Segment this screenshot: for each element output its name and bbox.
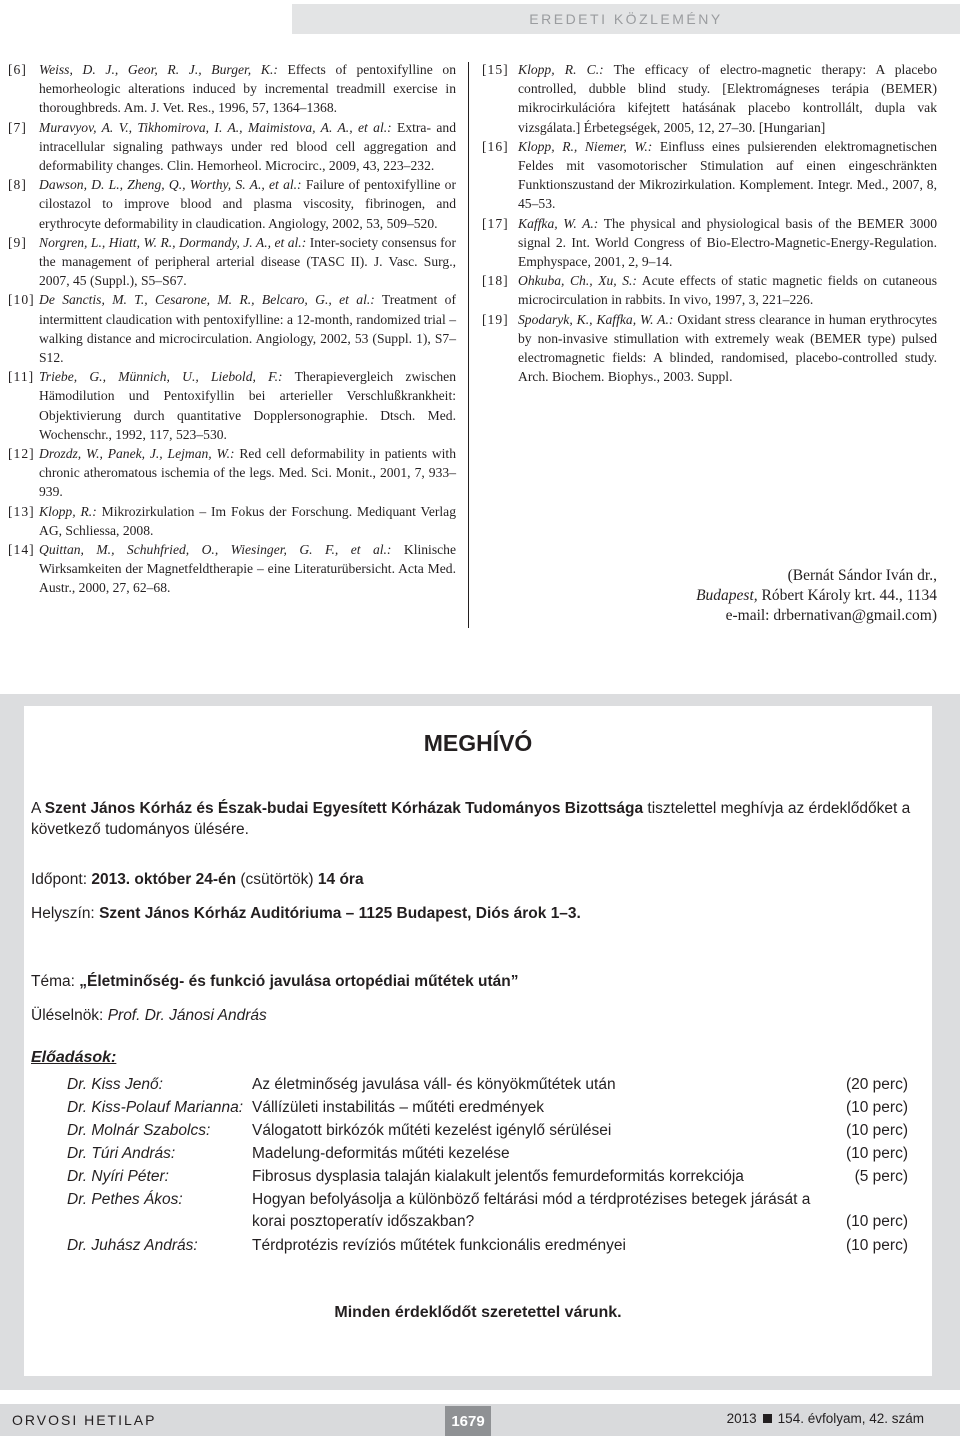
address-email: e-mail: drbernativan@gmail.com) [725, 607, 937, 624]
reference-item [8, 502, 456, 540]
talk-duration: (5 perc) [854, 1168, 908, 1185]
intro-suffix: tisztelettel meghívja az érdeklődőket a következő tudományos ülésére. [31, 800, 911, 838]
reference-authors: Kaffka, W. A.: [518, 215, 599, 231]
reference-authors: Muravyov, A. V., Tikhomirova, I. A., Maimistova, A. A., et al.: [39, 119, 392, 135]
talk-duration: (10 perc) [845, 1122, 908, 1139]
theme-label: Téma: [31, 973, 80, 990]
reference-text: Effects of pentoxifylline on hemorheologic alterations induced by incremental treadmill exercise in thoroughbreds. Am. J. Vet. Res., 1996, 57, 1364–1368. [39, 62, 456, 116]
reference-text: Einfluss eines pulsierenden elektromagnetischen Feldes mit vasomotorischer Stimulation auf einen eingeschränkten Funktionszustand der Mikrozirkulation. Komplement. Integr. Med., 2007, 8, 45–53. [518, 138, 937, 212]
reference-number: [8] [8, 177, 27, 193]
address-street-line [696, 586, 937, 606]
reference-authors: Klopp, R., Niemer, W.: [518, 138, 653, 154]
talk-duration: (20 perc) [845, 1076, 908, 1093]
reference-text: Acute effects of static magnetic fields on cutaneous microcirculation in rabbits. In vivo, 1997, 3, 221–226. [518, 273, 938, 308]
reference-number: [14] [8, 542, 35, 558]
reference-authors: Dawson, D. L., Zheng, Q., Worthy, S. A., et al.: [39, 177, 302, 193]
reference-authors: Klopp, R.: [39, 503, 97, 519]
event-theme [31, 973, 519, 991]
reference-authors: Norgren, L., Hiatt, W. R., Dormandy, J. A., et al.: [39, 234, 307, 250]
talk-title: Fibrosus dysplasia talaján kialakult jelentős femurdeformitás korrekciója [252, 1168, 744, 1185]
reference-text: Mikrozirkulation – Im Fokus der Forschung. Mediquant Verlag AG, Schliessa, 2008. [39, 503, 456, 538]
talk-row [24, 1166, 932, 1188]
reference-text: Treatment of intermittent claudication with pentoxifylline: a 12-month, randomized trial – walking distance and microcirculation. Angiology, 2002, 53 (Suppl. 1), S7–S12. [39, 292, 456, 366]
address-street: Róbert Károly krt. 44., 1134 [757, 587, 937, 604]
reference-text: Inter-society consensus for the management of peripheral arterial disease (TASC II). J. Vasc. Surg., 2007, 45 (Suppl.), S5–S67. [39, 234, 456, 289]
invitation-title: MEGHÍVÓ [423, 730, 533, 756]
talk-title: Az életminőség javulása váll- és könyökműtétek után [252, 1076, 616, 1093]
reference-authors: Quittan, M., Schuhfried, O., Wiesinger, G. F., et al.: [39, 542, 392, 558]
talks-heading: Előadások: [31, 1049, 117, 1066]
reference-authors: Ohkuba, Ch., Xu, S.: [518, 273, 637, 289]
reference-item [8, 367, 456, 444]
date-year: 2013. [91, 871, 131, 888]
issue-volume: 154. évfolyam, 42. szám [777, 1411, 924, 1426]
address-city: Budapest, [696, 587, 758, 604]
talk-title: Térdprotézis revíziós műtétek funkcionális eredményei [252, 1237, 626, 1254]
address-name: (Bernát Sándor Iván dr., [787, 567, 937, 584]
page-number: 1679 [445, 1406, 491, 1436]
chair-value: Prof. Dr. Jánosi András [107, 1007, 267, 1024]
date-month: október 24-én [130, 871, 237, 888]
talk-duration: (10 perc) [845, 1145, 908, 1162]
reference-item [8, 540, 456, 598]
reference-item [482, 271, 937, 309]
reference-authors: De Sanctis, M. T., Cesarone, M. R., Belcaro, G., et al.: [39, 292, 375, 308]
reference-item [8, 233, 456, 291]
talk-title: Vállízületi instabilitás – műtéti eredmények [252, 1099, 545, 1116]
reference-authors: Triebe, G., Münnich, U., Liebold, F.: [39, 369, 283, 385]
closing-line: Minden érdeklődőt szeretettel várunk. [334, 1304, 622, 1321]
reference-item [8, 118, 456, 176]
talk-title: Madelung-deformitás műtéti kezelése [252, 1145, 510, 1162]
reference-text: The physical and physiological basis of the BEMER 3000 signal 2. Int. World Congress of Bio-Electro-Magnetic-Energy-Regulation. Emphyspace, 2001, 2, 9–14. [518, 215, 937, 270]
talk-row [24, 1143, 932, 1165]
reference-text: Therapievergleich zwischen Hämodilution und Pentoxifyllin bei arterieller Verschlußkrankheit: Objektivierung durch quantitative Dopplersonographie. Dtsch. Med. Wochenschr., 1992, 117, 523–530. [39, 369, 456, 442]
references-left-column [8, 60, 456, 598]
talk-speaker: Dr. Molnár Szabolcs: [67, 1122, 211, 1139]
reference-number: [16] [482, 138, 509, 154]
section-header [292, 4, 960, 34]
talk-duration: (10 perc) [845, 1237, 908, 1254]
reference-number: [6] [8, 62, 27, 77]
reference-item [8, 175, 456, 233]
issue-info [727, 1411, 924, 1426]
reference-text: Extra- and intracellular signaling pathways under red blood cell aggregation and deformability changes. Clin. Hemorheol. Microcirc., 2009, 43, 223–232. [39, 119, 456, 174]
journal-name: ORVOSI HETILAP [12, 1412, 157, 1428]
square-bullet-icon [763, 1414, 772, 1423]
talk-title: Hogyan befolyásolja a különböző feltárási mód a térdprotézises betegek járását a korai posztoperatív időszakban? [252, 1191, 811, 1230]
reference-item [482, 137, 937, 214]
reference-item [482, 310, 937, 387]
reference-item [8, 444, 456, 502]
reference-number: [15] [482, 62, 509, 77]
talk-speaker: Dr. Kiss-Polauf Marianna: [67, 1099, 244, 1116]
reference-text: The efficacy of electro-magnetic therapy: A placebo controlled, dubble blind study. [Elektromágneses terápia (BEMER) mikrocirkulációra kifejtett hatásának placebo kontrollált, dupla vak vizsgálata.] Érbetegségek, 2005, 12, 27–30. [Hungarian] [518, 62, 938, 135]
venue-value: Szent János Kórház Auditóriuma – 1125 Budapest, Diós árok 1–3. [99, 905, 581, 922]
reference-number: [19] [482, 311, 509, 327]
reference-number: [18] [482, 273, 509, 289]
date-weekday: (csütörtök) [236, 871, 318, 888]
invitation-box [24, 706, 932, 1376]
event-venue [31, 905, 581, 923]
issue-year: 2013 [726, 1411, 757, 1426]
reference-number: [13] [8, 503, 35, 519]
reference-authors: Spodaryk, K., Kaffka, W. A.: [518, 311, 674, 327]
references-right-column [482, 60, 937, 386]
reference-text: Oxidant stress clearance in human erythrocytes by non-invasive stimullation with extremely weak (BEMER type) pulsed electromagnetic fields: A blinded, randomised, placebo-controlled study. Arch. Biochem. Biophys., 2003. Suppl. [518, 311, 937, 385]
reference-authors: Drozdz, W., Panek, J., Lejman, W.: [39, 446, 235, 462]
intro-prefix: A [31, 800, 45, 817]
reference-item [482, 60, 937, 137]
talk-speaker: Dr. Túri András: [67, 1145, 176, 1162]
reference-authors: Klopp, R. C.: [518, 62, 604, 77]
reference-number: [17] [482, 215, 509, 231]
talk-row [24, 1235, 932, 1257]
date-label: Időpont: [31, 871, 92, 888]
talk-row [24, 1074, 932, 1096]
event-chair [31, 1007, 267, 1025]
reference-number: [9] [8, 234, 27, 250]
talk-row [24, 1120, 932, 1142]
invitation-intro [31, 798, 911, 840]
talk-speaker: Dr. Kiss Jenő: [67, 1076, 163, 1093]
reference-number: [10] [8, 292, 35, 308]
talk-duration: (10 perc) [845, 1213, 908, 1230]
talk-speaker: Dr. Nyíri Péter: [67, 1168, 169, 1185]
date-time: 14 óra [317, 871, 364, 888]
reference-number: [7] [8, 119, 27, 135]
talk-row [24, 1097, 932, 1119]
venue-label: Helyszín: [31, 905, 100, 922]
reference-item [482, 214, 937, 272]
author-address [696, 566, 937, 626]
section-label: EREDETI KÖZLEMÉNY [529, 11, 723, 27]
theme-value: „Életminőség- és funkció javulása ortopédiai műtétek után” [79, 973, 519, 990]
reference-text: Red cell deformability in patients with chronic atheromatous ischemia of the legs. Med. Sci. Monit., 2001, 7, 933–939. [39, 446, 456, 500]
reference-authors: Weiss, D. J., Geor, R. J., Burger, K.: [39, 62, 278, 77]
reference-text: Klinische Wirksamkeiten der Magnetfeldtherapie – eine Literaturübersicht. Acta Med. Austr., 2000, 27, 62–68. [39, 542, 456, 596]
event-date [31, 871, 364, 889]
reference-number: [11] [8, 369, 35, 385]
talk-title: Válogatott birkózók műtéti kezelést igénylő sérülései [252, 1122, 612, 1139]
reference-item [8, 290, 456, 367]
reference-number: [12] [8, 446, 35, 462]
talk-row [24, 1189, 932, 1233]
talk-duration: (10 perc) [845, 1099, 908, 1116]
talk-speaker: Dr. Pethes Ákos: [67, 1191, 183, 1208]
reference-text: Failure of pentoxifylline or cilostazol to improve blood and plasma viscosity, fibrinogen, and erythrocyte deformability in claudication. Angiology, 2002, 53, 509–520. [39, 177, 456, 231]
column-divider [468, 62, 469, 628]
intro-organization: Szent János Kórház és Észak-budai Egyesített Kórházak Tudományos Bizottsága [44, 800, 644, 817]
reference-item [8, 60, 456, 118]
chair-label: Üléselnök: [31, 1007, 108, 1024]
talk-speaker: Dr. Juhász András: [67, 1237, 198, 1254]
